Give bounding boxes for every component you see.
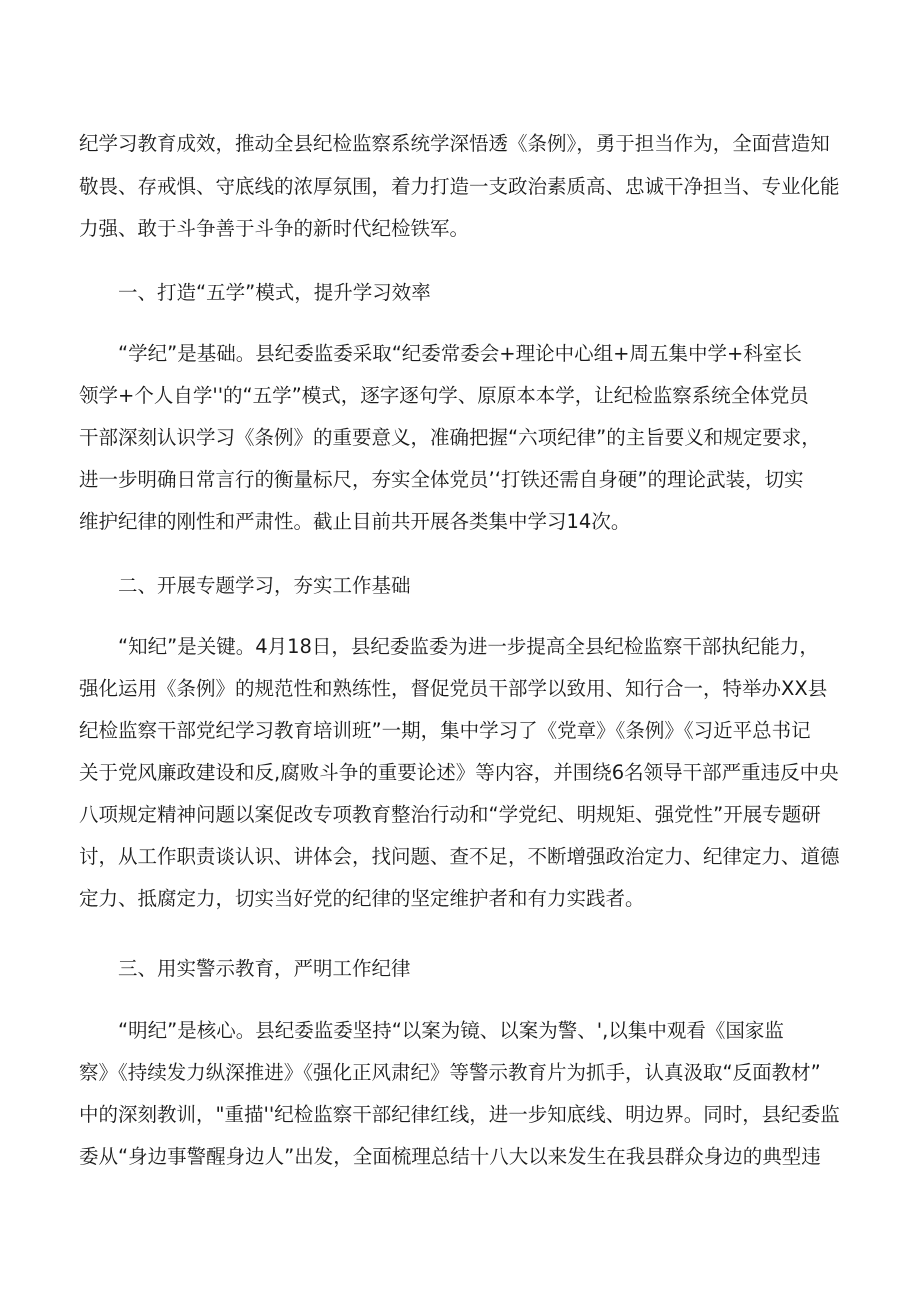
body-line: “学纪”是基础。县纪委监委采取“纪委常委会+理论中心组+周五集中学+科室长 (118, 342, 802, 365)
body-line: 维护纪律的刚性和严肃性。截止目前共开展各类集中学习14次。 (79, 510, 631, 533)
body-line: 进一步明确日常言行的衡量标尺，夯实全体党员’‘打铁还需自身硬”的理论武装，切实 (79, 468, 804, 491)
section-heading-1: 一、打造“五学”模式，提升学习效率 (118, 281, 431, 304)
body-line: 纪学习教育成效，推动全县纪检监察系统学深悟透《条例》，勇于担当作为，全面营造知 (79, 132, 830, 155)
body-line: 纪检监察干部党纪学习教育培训班”一期，集中学习了《党章》《条例》《习近平总书记 (79, 719, 811, 742)
body-line: 察》《持续发力纵深推进》《强化正风肃纪》等警示教育片为抓手，认真汲取“反面教材” (79, 1061, 821, 1084)
body-line: 委从“身边事警醒身边人”出发，全面梳理总结十八大以来发生在我县群众身边的典型违 (79, 1145, 821, 1168)
body-line: 定力、抵腐定力，切实当好党的纪律的坚定维护者和有力实践者。 (79, 887, 645, 910)
body-line: 中的深刻教训，"重描''纪检监察干部纪律红线，进一步知底线、明边界。同时，县纪委监 (79, 1103, 840, 1126)
body-line: “知纪”是关键。4月18日，县纪委监委为进一步提高全县纪检监察干部执纪能力， (118, 635, 819, 658)
body-line: “明纪”是核心。县纪委监委坚持“以案为镜、以案为警、',以集中观看《国家监 (118, 1019, 784, 1042)
body-line: 强化运用《条例》的规范性和熟练性，督促党员干部学以致用、知行合一，特举办XX县 (79, 677, 828, 700)
body-line: 讨，从工作职责谈认识、讲体会，找问题、查不足，不断增强政治定力、纪律定力、道德 (79, 845, 840, 868)
body-line: 领学+个人自学''的“五学”模式，逐字逐句学、原原本本学，让纪检监察系统全体党员 (79, 384, 809, 407)
body-line: 八项规定精神问题以案促改专项教育整治行动和“学党纪、明规矩、强党性”开展专题研 (79, 803, 821, 826)
body-line: 力强、敢于斗争善于斗争的新时代纪检铁军。 (79, 217, 470, 240)
body-line: 干部深刻认识学习《条例》的重要意义，准确把握“六项纪律”的主旨要义和规定要求， (79, 426, 821, 449)
section-heading-2: 二、开展专题学习，夯实工作基础 (118, 574, 411, 597)
body-line: 敬畏、存戒惧、守底线的浓厚氛围，着力打造一支政治素质高、忠诚干净担当、专业化能 (79, 175, 840, 198)
section-heading-3: 三、用实警示教育，严明工作纪律 (118, 957, 411, 980)
body-line: 关于党风廉政建设和反,腐败斗争的重要论述》等内容，并围绕6名领导干部严重违反中央 (79, 761, 839, 784)
